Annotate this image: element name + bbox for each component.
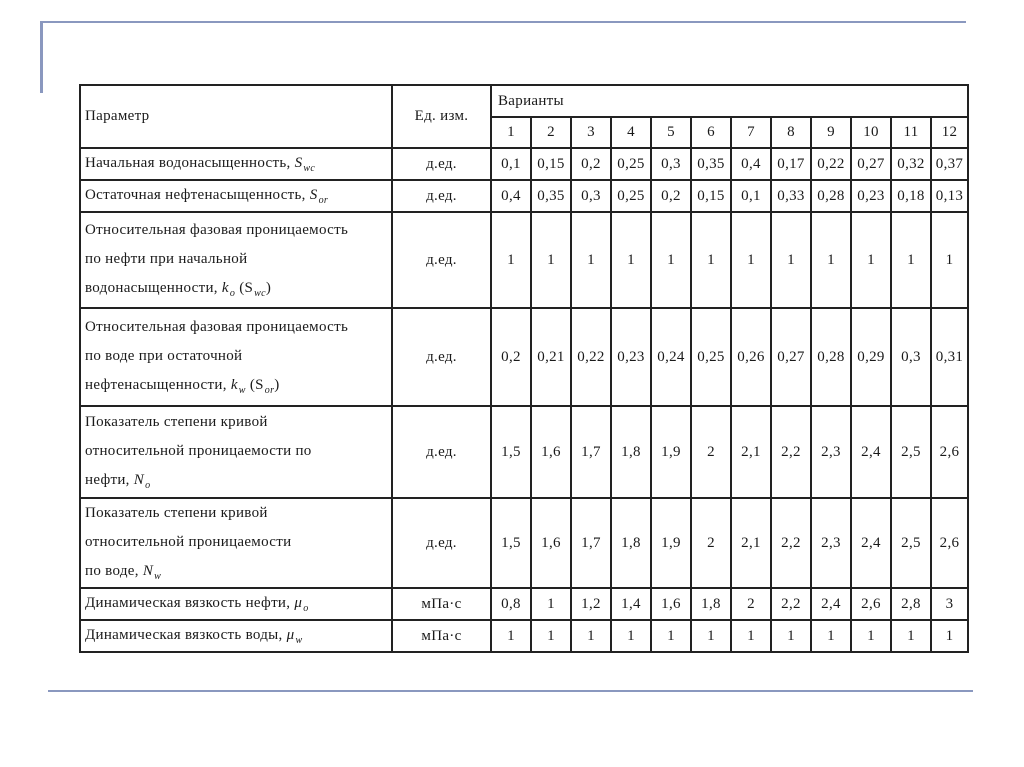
- parameter-line: [85, 149, 391, 179]
- value-cell: 1: [691, 212, 731, 308]
- value-cell: 2: [691, 498, 731, 588]
- value-cell: 0,27: [771, 308, 811, 406]
- parameter-text: Динамическая вязкость воды,: [85, 627, 287, 643]
- value-cell: 1,5: [491, 498, 531, 588]
- variant-number-header: 7: [731, 117, 771, 148]
- value-cell: 0,28: [811, 180, 851, 212]
- parameter-line: [85, 342, 391, 371]
- value-cell: 0,3: [891, 308, 931, 406]
- unit-cell: д.ед.: [392, 308, 491, 406]
- value-cell: 1,2: [571, 588, 611, 620]
- value-cell: 1: [771, 620, 811, 652]
- parameter-text: водонасыщенности,: [85, 280, 222, 296]
- parameter-line: [85, 528, 391, 557]
- value-cell: 3: [931, 588, 968, 620]
- value-cell: 0,18: [891, 180, 931, 212]
- value-cell: 1: [811, 620, 851, 652]
- value-cell: 1,4: [611, 588, 651, 620]
- value-cell: 0,4: [731, 148, 771, 180]
- parameters-table: [79, 84, 969, 653]
- parameter-cell: [80, 498, 392, 588]
- parameter-symbol-subscript: w: [238, 385, 246, 396]
- variant-number-header: 12: [931, 117, 968, 148]
- parameter-symbol: k: [230, 377, 238, 393]
- parameter-cell: [80, 588, 392, 620]
- value-cell: 1: [491, 212, 531, 308]
- value-cell: 0,1: [731, 180, 771, 212]
- header-unit: Ед. изм.: [392, 85, 491, 148]
- value-cell: 1: [771, 212, 811, 308]
- parameter-suffix: (S: [245, 377, 264, 393]
- value-cell: 0,25: [611, 180, 651, 212]
- top-divider-line: [40, 21, 966, 23]
- value-cell: 2,5: [891, 406, 931, 498]
- bottom-divider-line: [48, 690, 973, 692]
- parameter-text: относительной проницаемости: [85, 534, 292, 550]
- value-cell: 1: [931, 620, 968, 652]
- parameter-line: [85, 499, 391, 528]
- parameter-cell: [80, 212, 392, 308]
- parameter-cell: [80, 620, 392, 652]
- value-cell: 1: [611, 620, 651, 652]
- value-cell: 0,28: [811, 308, 851, 406]
- value-cell: 1: [651, 212, 691, 308]
- value-cell: 2,2: [771, 498, 811, 588]
- parameter-line: [85, 274, 391, 304]
- value-cell: 1: [531, 620, 571, 652]
- value-cell: 1,6: [531, 406, 571, 498]
- table-row: [80, 148, 968, 180]
- parameter-suffix-subscript: or: [264, 385, 275, 396]
- value-cell: 1: [531, 588, 571, 620]
- value-cell: 2: [691, 406, 731, 498]
- parameter-line: [85, 245, 391, 274]
- value-cell: 0,32: [891, 148, 931, 180]
- value-cell: 0,31: [931, 308, 968, 406]
- value-cell: 0,3: [651, 148, 691, 180]
- value-cell: 2,3: [811, 498, 851, 588]
- parameter-symbol: k: [221, 280, 229, 296]
- value-cell: 1: [731, 212, 771, 308]
- value-cell: 2,1: [731, 498, 771, 588]
- value-cell: 2,2: [771, 406, 811, 498]
- value-cell: 1: [851, 212, 891, 308]
- unit-cell: д.ед.: [392, 406, 491, 498]
- value-cell: 1: [891, 620, 931, 652]
- unit-cell: д.ед.: [392, 212, 491, 308]
- value-cell: 0,26: [731, 308, 771, 406]
- value-cell: 0,15: [531, 148, 571, 180]
- value-cell: 0,25: [611, 148, 651, 180]
- value-cell: 0,23: [851, 180, 891, 212]
- value-cell: 0,23: [611, 308, 651, 406]
- value-cell: 1,6: [651, 588, 691, 620]
- value-cell: 1,8: [691, 588, 731, 620]
- value-cell: 0,8: [491, 588, 531, 620]
- parameter-cell: [80, 180, 392, 212]
- value-cell: 0,13: [931, 180, 968, 212]
- value-cell: 2,8: [891, 588, 931, 620]
- parameter-text: Показатель степени кривой: [85, 414, 268, 430]
- value-cell: 0,15: [691, 180, 731, 212]
- variant-number-header: 9: [811, 117, 851, 148]
- value-cell: 0,2: [571, 148, 611, 180]
- header-variants: Варианты: [491, 85, 968, 117]
- unit-cell: мПа·с: [392, 620, 491, 652]
- value-cell: 1: [731, 620, 771, 652]
- parameter-text: Относительная фазовая проницаемость: [85, 222, 349, 238]
- value-cell: 2,6: [851, 588, 891, 620]
- parameter-text: нефтенасыщенности,: [85, 377, 231, 393]
- parameter-text: Остаточная нефтенасыщенность,: [85, 187, 310, 203]
- table-row: [80, 212, 968, 308]
- parameter-suffix-subscript: wc: [254, 288, 266, 299]
- value-cell: 1,9: [651, 406, 691, 498]
- value-cell: 0,25: [691, 308, 731, 406]
- table-row: [80, 498, 968, 588]
- value-cell: 2,4: [851, 406, 891, 498]
- variant-number-header: 4: [611, 117, 651, 148]
- parameter-text: Относительная фазовая проницаемость: [85, 319, 349, 335]
- header-parameter: Параметр: [80, 85, 392, 148]
- value-cell: 0,17: [771, 148, 811, 180]
- value-cell: 1: [571, 620, 611, 652]
- value-cell: 1: [931, 212, 968, 308]
- parameter-symbol: N: [133, 472, 145, 488]
- unit-cell: д.ед.: [392, 498, 491, 588]
- variant-number-header: 1: [491, 117, 531, 148]
- value-cell: 0,1: [491, 148, 531, 180]
- variant-number-header: 6: [691, 117, 731, 148]
- variant-number-header: 8: [771, 117, 811, 148]
- unit-cell: д.ед.: [392, 180, 491, 212]
- table-header: [80, 85, 968, 148]
- table-row: [80, 180, 968, 212]
- parameter-symbol-subscript: o: [145, 480, 151, 491]
- value-cell: 0,2: [651, 180, 691, 212]
- parameter-symbol-subscript: or: [318, 195, 329, 206]
- parameter-line: [85, 466, 391, 496]
- parameter-line: [85, 216, 391, 245]
- parameter-text: по воде при остаточной: [85, 348, 243, 364]
- parameter-symbol-subscript: w: [154, 571, 162, 582]
- value-cell: 1: [571, 212, 611, 308]
- value-cell: 0,37: [931, 148, 968, 180]
- value-cell: 1,7: [571, 406, 611, 498]
- parameter-symbol-subscript: o: [303, 603, 309, 614]
- value-cell: 1,7: [571, 498, 611, 588]
- parameter-cell: [80, 308, 392, 406]
- parameter-line: [85, 621, 391, 651]
- parameter-line: [85, 589, 391, 619]
- parameter-line: [85, 371, 391, 401]
- value-cell: 2,4: [851, 498, 891, 588]
- value-cell: 0,29: [851, 308, 891, 406]
- value-cell: 1,8: [611, 498, 651, 588]
- value-cell: 1: [691, 620, 731, 652]
- value-cell: 2: [731, 588, 771, 620]
- parameter-line: [85, 437, 391, 466]
- variant-number-header: 5: [651, 117, 691, 148]
- value-cell: 0,4: [491, 180, 531, 212]
- left-accent-line: [40, 21, 43, 93]
- value-cell: 0,35: [531, 180, 571, 212]
- value-cell: 2,6: [931, 406, 968, 498]
- value-cell: 1: [531, 212, 571, 308]
- parameter-symbol-subscript: wc: [303, 163, 316, 174]
- value-cell: 1: [651, 620, 691, 652]
- value-cell: 1,6: [531, 498, 571, 588]
- value-cell: 1: [851, 620, 891, 652]
- parameter-symbol: N: [142, 563, 154, 579]
- value-cell: 1,9: [651, 498, 691, 588]
- parameter-line: [85, 181, 391, 211]
- parameter-text: по воде,: [85, 563, 143, 579]
- value-cell: 0,24: [651, 308, 691, 406]
- parameter-suffix-end: ): [265, 280, 272, 296]
- parameter-text: Динамическая вязкость нефти,: [85, 595, 295, 611]
- parameter-text: Показатель степени кривой: [85, 505, 268, 521]
- variant-number-header: 3: [571, 117, 611, 148]
- value-cell: 2,4: [811, 588, 851, 620]
- parameter-symbol: μ: [286, 627, 295, 643]
- value-cell: 1,5: [491, 406, 531, 498]
- value-cell: 1: [811, 212, 851, 308]
- parameter-text: по нефти при начальной: [85, 251, 248, 267]
- value-cell: 0,35: [691, 148, 731, 180]
- value-cell: 2,6: [931, 498, 968, 588]
- value-cell: 0,2: [491, 308, 531, 406]
- value-cell: 1,8: [611, 406, 651, 498]
- table-body: [80, 148, 968, 652]
- parameter-line: [85, 313, 391, 342]
- parameter-suffix-end: ): [274, 377, 280, 393]
- value-cell: 0,22: [571, 308, 611, 406]
- value-cell: 0,27: [851, 148, 891, 180]
- variant-number-header: 10: [851, 117, 891, 148]
- value-cell: 2,1: [731, 406, 771, 498]
- parameter-text: Начальная водонасыщенность,: [85, 155, 295, 171]
- table-row: [80, 620, 968, 652]
- parameter-text: относительной проницаемости по: [85, 443, 312, 459]
- unit-cell: мПа·с: [392, 588, 491, 620]
- parameter-symbol-subscript: o: [229, 288, 236, 299]
- parameter-suffix: (S: [235, 280, 254, 296]
- variant-number-header: 11: [891, 117, 931, 148]
- value-cell: 0,22: [811, 148, 851, 180]
- value-cell: 0,33: [771, 180, 811, 212]
- parameter-symbol: S: [309, 187, 318, 203]
- parameter-text: нефти,: [85, 472, 134, 488]
- value-cell: 1: [891, 212, 931, 308]
- parameter-cell: [80, 406, 392, 498]
- table-row: [80, 308, 968, 406]
- parameter-cell: [80, 148, 392, 180]
- parameter-line: [85, 408, 391, 437]
- parameter-symbol: μ: [294, 595, 303, 611]
- value-cell: 1: [491, 620, 531, 652]
- value-cell: 2,3: [811, 406, 851, 498]
- value-cell: 0,21: [531, 308, 571, 406]
- value-cell: 1: [611, 212, 651, 308]
- table-row: [80, 406, 968, 498]
- value-cell: 2,5: [891, 498, 931, 588]
- parameter-symbol: S: [294, 155, 303, 171]
- value-cell: 2,2: [771, 588, 811, 620]
- table-row: [80, 588, 968, 620]
- value-cell: 0,3: [571, 180, 611, 212]
- parameter-symbol-subscript: w: [295, 635, 303, 646]
- unit-cell: д.ед.: [392, 148, 491, 180]
- variant-number-header: 2: [531, 117, 571, 148]
- parameter-line: [85, 557, 391, 587]
